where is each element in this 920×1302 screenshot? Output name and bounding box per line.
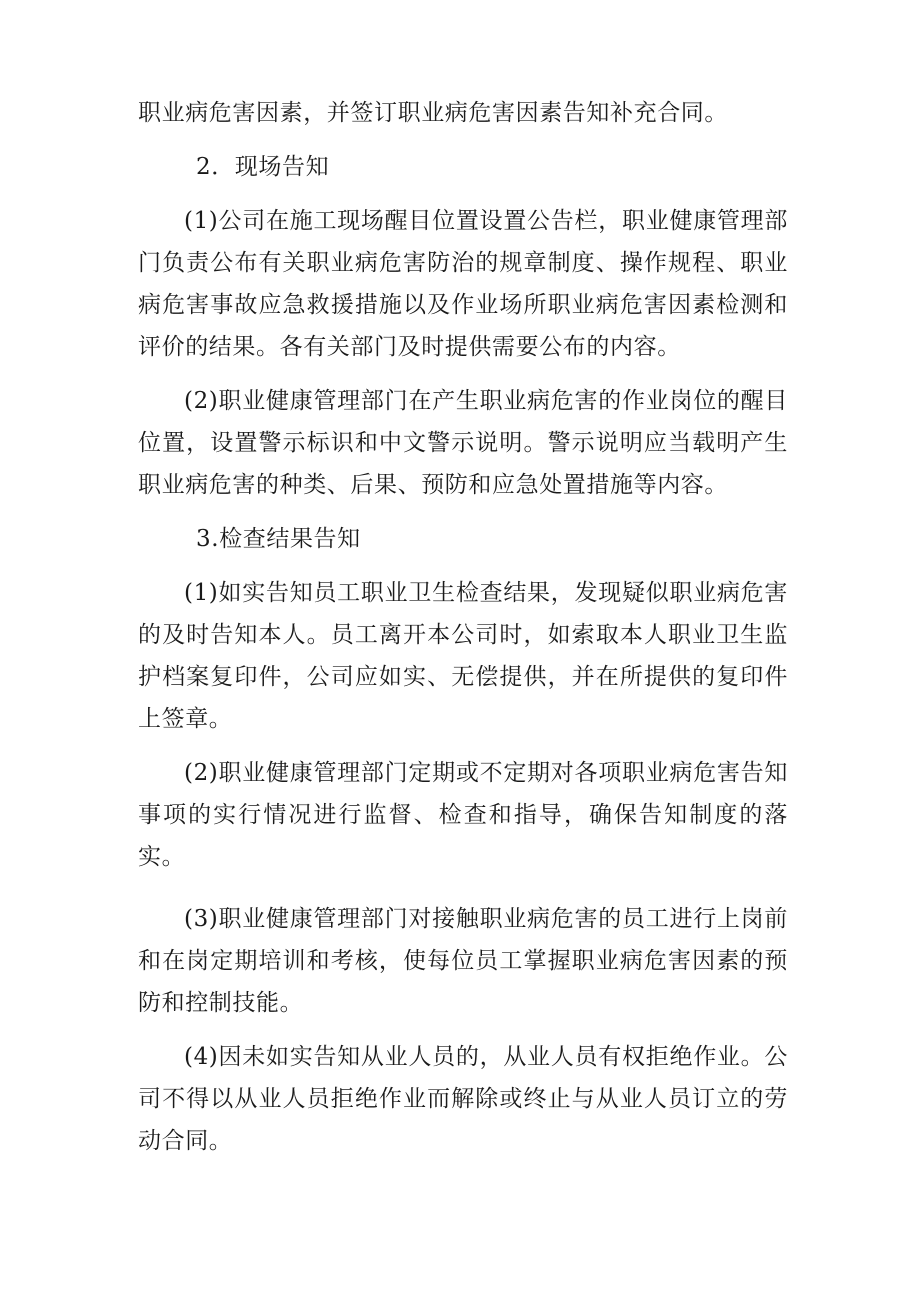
section-heading-inspection-results: 3.检查结果告知 [196,526,361,552]
paragraph-item: (3)职业健康管理部门对接触职业病危害的员工进行上岗前和在岗定期培训和考核，使每位员工掌握职业病危害因素的预防和控制技能。 [138,906,788,1016]
document-body [138,92,788,1174]
paragraph-item: (4)因未如实告知从业人员的，从业人员有权拒绝作业。公司不得以从业人员拒绝作业而解除或终止与从业人员订立的劳动合同。 [138,1044,788,1154]
paragraph-item: (2)职业健康管理部门在产生职业病危害的作业岗位的醒目位置，设置警示标识和中文警示说明。警示说明应当载明产生职业病危害的种类、后果、预防和应急处置措施等内容。 [138,388,788,498]
section-heading-onsite-notice: 2．现场告知 [196,154,330,180]
paragraph-item: (1)公司在施工现场醒目位置设置公告栏，职业健康管理部门负责公布有关职业病危害防治的规章制度、操作规程、职业病危害事故应急救援措施以及作业场所职业病危害因素检测和评价的结果。各有关部门及时提供需要公布的内容。 [138,208,788,360]
paragraph-item: (1)如实告知员工职业卫生检查结果，发现疑似职业病危害的及时告知本人。员工离开本公司时，如索取本人职业卫生监护档案复印件，公司应如实、无偿提供，并在所提供的复印件上签章。 [138,580,788,732]
paragraph-item: (2)职业健康管理部门定期或不定期对各项职业病危害告知事项的实行情况进行监督、检查和指导，确保告知制度的落实。 [138,760,788,870]
paragraph-continuation: 职业病危害因素，并签订职业病危害因素告知补充合同。 [138,100,728,126]
